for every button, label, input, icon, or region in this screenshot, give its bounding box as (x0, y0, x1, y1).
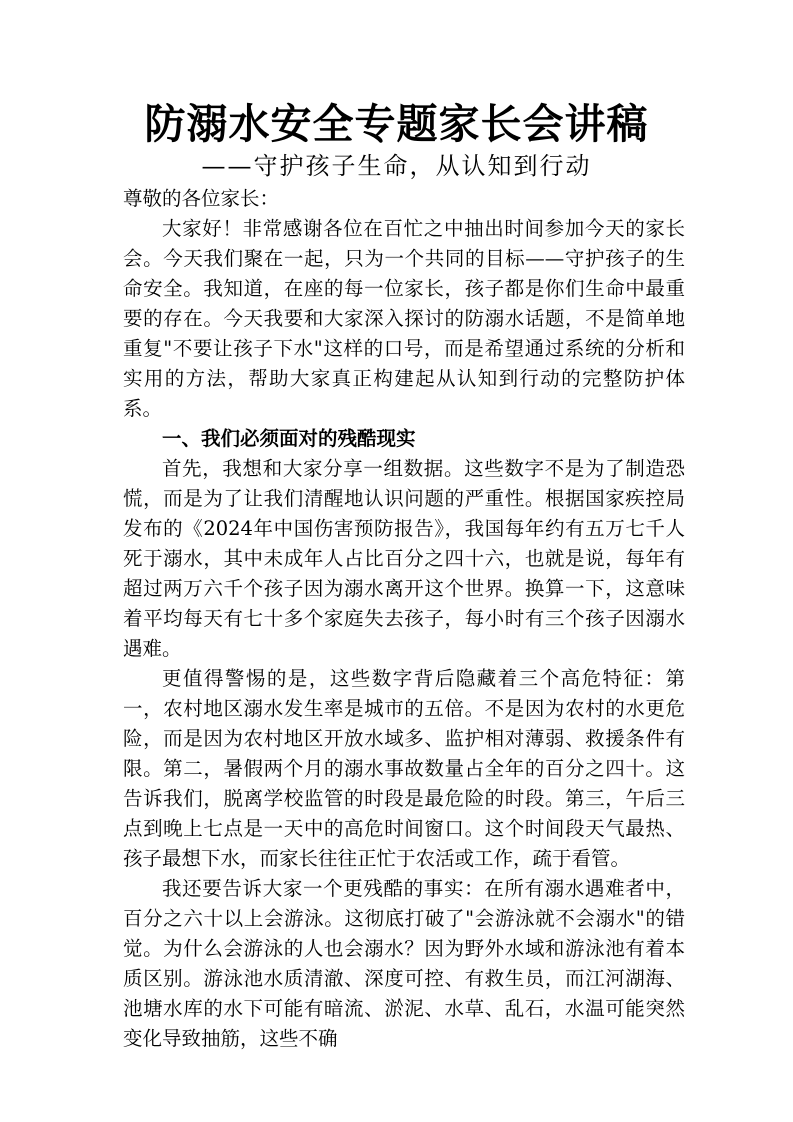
paragraph: 首先，我想和大家分享一组数据。这些数字不是为了制造恐慌，而是为了让我们清醒地认识问题的严重性。根据国家疾控局发布的《2024年中国伤害预防报告》，我国每年约有五万七千人死于溺水，其中未成年人占比百分之四十六，也就是说，每年有超过两万六千个孩子因为溺水离开这个世界。换算一下，这意味着平均每天有七十多个家庭失去孩子，每小时有三个孩子因溺水遇难。 (123, 457, 685, 660)
paragraph: 更值得警惕的是，这些数字背后隐藏着三个高危特征：第一，农村地区溺水发生率是城市的五倍。不是因为农村的水更危险，而是因为农村地区开放水域多、监护相对薄弱、救援条件有限。第二，暑假两个月的溺水事故数量占全年的百分之四十。这告诉我们，脱离学校监管的时段是最危险的时段。第三，午后三点到晚上七点是一天中的高危时间窗口。这个时间段天气最热、孩子最想下水，而家长往往正忙于农活或工作，疏于看管。 (123, 667, 685, 870)
section-heading: 一、我们必须面对的残酷现实 (162, 427, 416, 450)
paragraph: 我还要告诉大家一个更残酷的事实：在所有溺水遇难者中，百分之六十以上会游泳。这彻底打破了"会游泳就不会溺水"的错觉。为什么会游泳的人也会溺水？因为野外水域和游泳池有着本质区别。游泳池水质清澈、深度可控、有救生员，而江河湖海、池塘水库的水下可能有暗流、淤泥、水草、乱石，水温可能突然变化导致抽筋，这些不确 (123, 877, 685, 1050)
document-title: 防溺水安全专题家长会讲稿 (144, 100, 649, 148)
paragraph: 大家好！非常感谢各位在百忙之中抽出时间参加今天的家长会。今天我们聚在一起，只为一个共同的目标——守护孩子的生命安全。我知道，在座的每一位家长，孩子都是你们生命中最重要的存在。今天我要和大家深入探讨的防溺水话题，不是简单地重复"不要让孩子下水"这样的口号，而是希望通过系统的分析和实用的方法，帮助大家真正构建起从认知到行动的完整防护体系。 (123, 217, 685, 420)
document-subtitle: ——守护孩子生命，从认知到行动 (201, 152, 592, 180)
greeting: 尊敬的各位家长： (123, 187, 280, 210)
document-body (123, 184, 685, 1054)
